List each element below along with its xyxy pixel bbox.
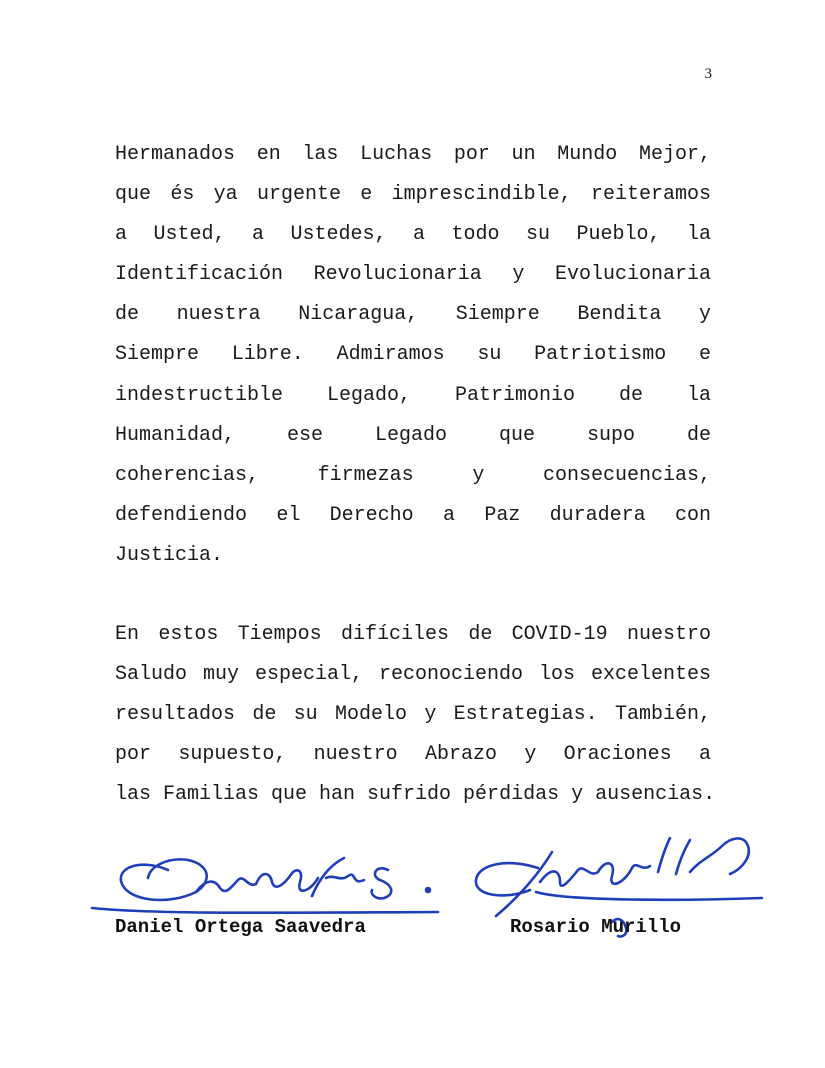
text-line: las Familias que han sufrido pérdidas y ausencias. [115,783,716,807]
text-line: coherencias, firmezas y consecuencias, [115,463,711,487]
text-line: En estos Tiempos difíciles de COVID-19 nuestro [115,623,711,646]
text-line: Saludo muy especial, reconociendo los excelentes [115,663,711,687]
signer-name-daniel-ortega: Daniel Ortega Saavedra [115,916,366,938]
text-line: indestructible Legado, Patrimonio de la [115,383,711,407]
text-line: resultados de su Modelo y Estrategias. También, [115,703,711,727]
text-line: por supuesto, nuestro Abrazo y Oraciones a [115,743,711,767]
signer-name-rosario-murillo: Rosario Murillo [510,916,682,938]
text-line: Humanidad, ese Legado que supo de [115,423,711,447]
text-line: a Usted, a Ustedes, a todo su Pueblo, la [115,223,711,247]
text-line: Justicia. [115,543,224,567]
paragraph-1 [115,135,711,576]
text-line: de nuestra Nicaragua, Siempre Bendita y [115,303,711,327]
text-line: Identificación Revolucionaria y Evolucionaria [115,263,711,287]
signature-daniel-ortega [92,858,438,913]
text-line: Siempre Libre. Admiramos su Patriotismo e [115,343,711,367]
text-line: Hermanados en las Luchas por un Mundo Mejor, [115,143,711,166]
page-number: 3 [704,66,712,82]
paragraph-2 [115,615,716,815]
text-line: que és ya urgente e imprescindible, reiteramos [115,183,711,207]
text-line: defendiendo el Derecho a Paz duradera con [115,503,711,527]
